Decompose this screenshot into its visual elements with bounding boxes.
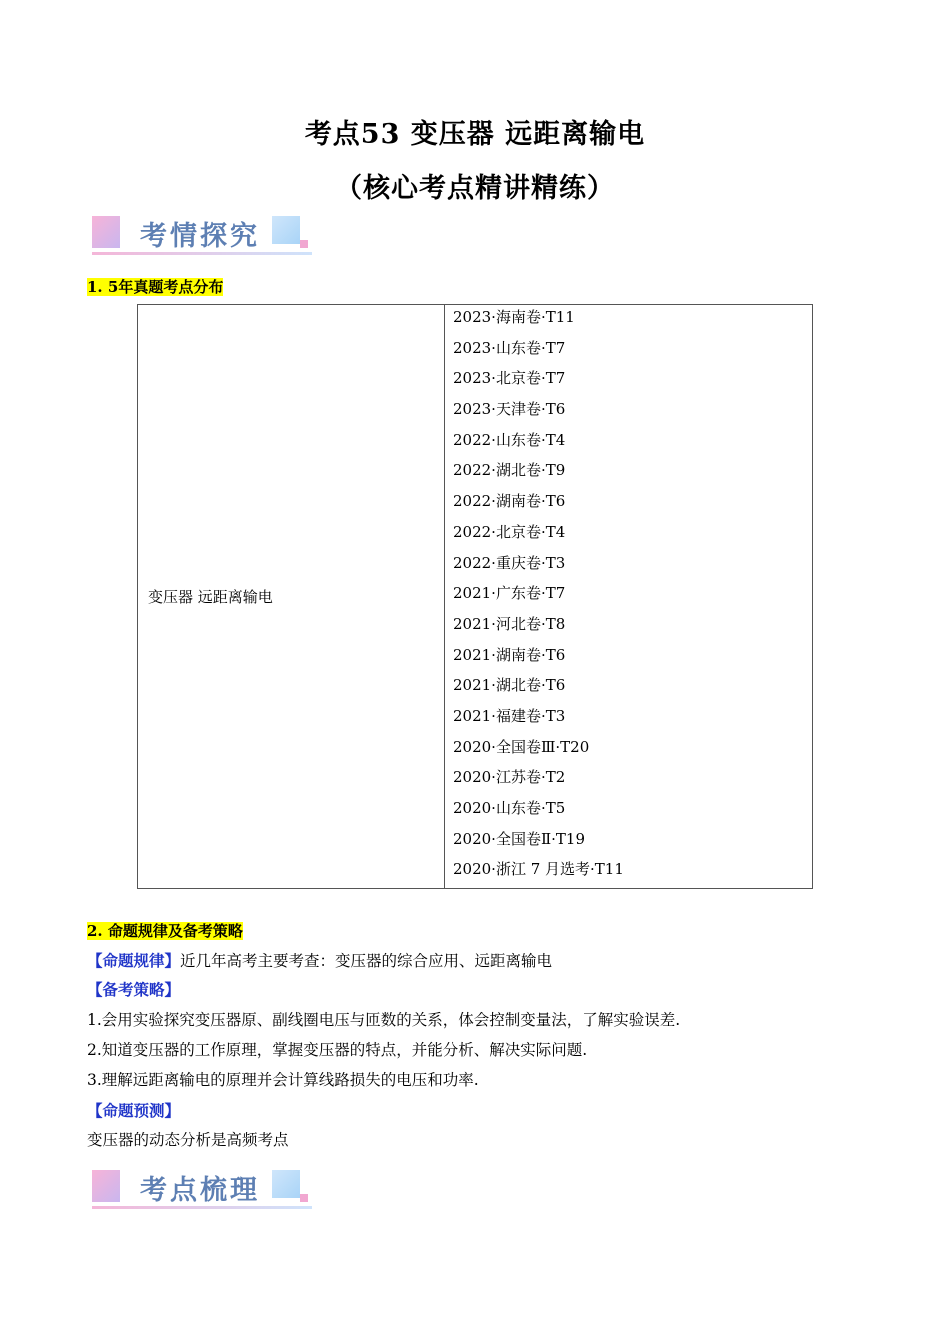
strategy-item: 3.理解远距离输电的原理并会计算线路损失的电压和功率. xyxy=(87,1071,479,1089)
banner-decor xyxy=(92,216,120,248)
list-item: 2023·天津卷·T6 xyxy=(453,400,566,419)
section-heading-text: 2. 命题规律及备考策略 xyxy=(87,922,243,940)
banner-label: 考点梳理 xyxy=(140,1175,260,1206)
predict-label: 【命题预测】 xyxy=(87,1101,181,1120)
list-item: 2020·全国卷Ⅱ·T19 xyxy=(453,829,585,848)
section-heading xyxy=(87,276,223,297)
rule-paragraph xyxy=(87,949,552,971)
list-item: 2020·全国卷Ⅲ·T20 xyxy=(453,737,590,756)
table-topic-cell: 变压器 远距离输电 xyxy=(138,305,445,889)
banner-decor xyxy=(300,240,308,248)
predict-text: 变压器的动态分析是高频考点 xyxy=(87,1131,289,1149)
list-item: 2020·山东卷·T5 xyxy=(453,799,566,817)
list-item: 2022·山东卷·T4 xyxy=(453,430,566,449)
exam-distribution-table xyxy=(137,304,813,889)
strategy-item: 2.知道变压器的工作原理，掌握变压器的特点，并能分析、解决实际问题. xyxy=(87,1041,588,1059)
list-item: 2021·湖南卷·T6 xyxy=(453,645,566,664)
list-item: 2020·江苏卷·T2 xyxy=(453,768,566,787)
list-item: 2022·重庆卷·T3 xyxy=(453,553,566,572)
rule-label: 【命题规律】 xyxy=(87,951,181,970)
list-item: 2020·浙江 7 月选考·T11 xyxy=(453,860,624,879)
list-item: 2023·北京卷·T7 xyxy=(453,369,566,388)
list-item: 2023·海南卷·T11 xyxy=(453,308,575,326)
banner-decor xyxy=(272,216,300,244)
banner-decor xyxy=(92,1170,120,1202)
list-item: 2021·广东卷·T7 xyxy=(453,584,566,603)
strategy-label: 【备考策略】 xyxy=(87,980,181,999)
page-subtitle: （核心考点精讲精练） xyxy=(335,173,615,204)
list-item: 2022·湖南卷·T6 xyxy=(453,492,566,511)
table-items-cell xyxy=(445,305,813,889)
rule-text: 近几年高考主要考查：变压器的综合应用、远距离输电 xyxy=(180,952,553,970)
banner-label: 考情探究 xyxy=(140,221,260,252)
list-item: 2021·河北卷·T8 xyxy=(453,614,566,633)
banner-decor xyxy=(300,1194,308,1202)
banner-exam-analysis xyxy=(92,214,312,258)
list-item: 2021·福建卷·T3 xyxy=(453,706,566,725)
list-item: 2022·北京卷·T4 xyxy=(453,522,566,541)
section-heading-text: 1. 5年真题考点分布 xyxy=(87,278,224,296)
banner-decor xyxy=(272,1170,300,1198)
list-item: 2021·湖北卷·T6 xyxy=(453,676,566,695)
strategy-item: 1.会用实验探究变压器原、副线圈电压与匝数的关系，体会控制变量法，了解实验误差. xyxy=(87,1011,681,1029)
list-item: 2022·湖北卷·T9 xyxy=(453,461,566,480)
page-title: 考点53 变压器 远距离输电 xyxy=(304,119,646,150)
section-heading xyxy=(87,920,243,941)
banner-knowledge-review xyxy=(92,1168,312,1212)
list-item: 2023·山东卷·T7 xyxy=(453,338,566,357)
